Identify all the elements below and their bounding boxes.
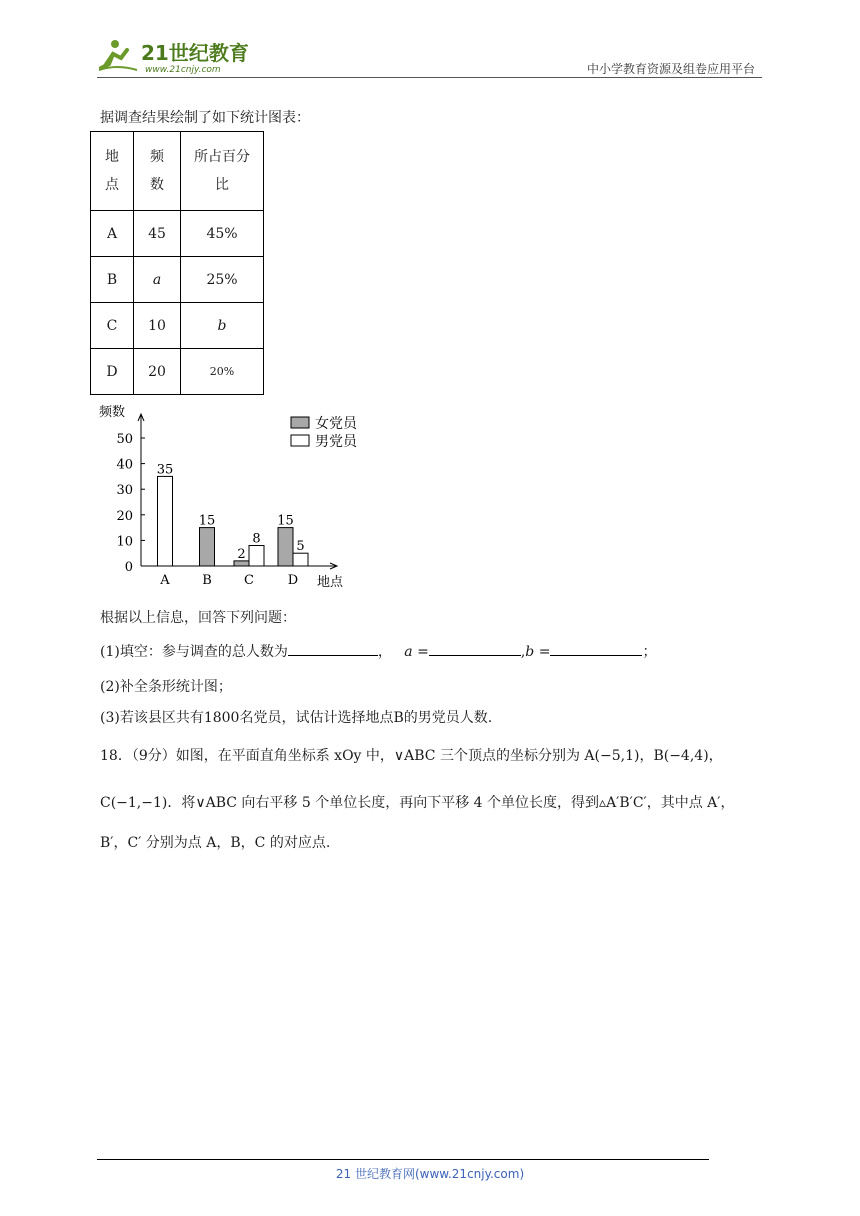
legend-swatch	[291, 417, 309, 428]
y-axis-title: 频数	[99, 405, 126, 420]
runner-icon	[99, 40, 137, 70]
x-tick-label: D	[287, 573, 299, 588]
table-header-row	[91, 132, 264, 211]
bar	[293, 553, 308, 566]
footer-text: 21 世纪教育网(www.21cnjy.com)	[335, 1167, 525, 1181]
frequency-table	[90, 131, 264, 395]
table-cell: 25%	[181, 257, 264, 303]
table-cell: B	[91, 257, 134, 303]
legend-label: 男党员	[315, 434, 357, 450]
bar	[278, 528, 293, 566]
table-row	[91, 303, 264, 349]
question-3: (3)若该县区共有1800名党员，试估计选择地点B的男党员人数.	[100, 710, 493, 726]
table-cell: 20	[134, 349, 181, 395]
x-tick-label: B	[202, 573, 212, 588]
intro-text: 据调查结果绘制了如下统计图表：	[100, 110, 310, 126]
legend-label: 女党员	[315, 416, 357, 432]
table-header-cell: 地 点	[91, 132, 134, 211]
x-tick-label: C	[244, 573, 254, 588]
table-row	[91, 349, 264, 395]
problem-18-line-3: B′，C′ 分别为点 A，B，C 的对应点.	[100, 835, 331, 851]
site-logo	[97, 36, 257, 76]
y-tick-label: 30	[116, 483, 133, 499]
table-cell: 20%	[181, 349, 264, 395]
table-cell: D	[91, 349, 134, 395]
bar-data-label: 8	[252, 531, 261, 547]
table-header-cell: 所占百分 比	[181, 132, 264, 211]
bar-data-label: 15	[277, 513, 294, 529]
footer-divider	[97, 1159, 709, 1160]
table-row	[91, 257, 264, 303]
table-cell: C	[91, 303, 134, 349]
table-cell: b	[181, 303, 264, 349]
answer-blank-total[interactable]	[288, 655, 378, 656]
svg-text:www.21cnjy.com: www.21cnjy.com	[145, 65, 221, 75]
y-tick-label: 10	[116, 534, 133, 550]
bar-data-label: 5	[296, 539, 305, 555]
legend-swatch	[291, 435, 309, 446]
bar-chart	[95, 400, 375, 595]
y-tick-label: 20	[116, 508, 133, 524]
question-1: (1)填空：参与调查的总人数为 ， a = ,b = ；	[100, 644, 657, 660]
problem-18-line-2: C(−1,−1)．将∨ABC 向右平移 5 个单位长度，再向下平移 4 个单位长度，得到▵A′B′C′，其中点 A′，	[100, 795, 735, 811]
table-cell: A	[91, 211, 134, 257]
y-tick-label: 0	[124, 560, 133, 575]
bar	[249, 546, 264, 566]
table-cell: 10	[134, 303, 181, 349]
x-tick-label: A	[160, 573, 170, 588]
table-row	[91, 211, 264, 257]
svg-text:21世纪教育: 21世纪教育	[141, 41, 249, 65]
y-tick-label: 40	[116, 457, 133, 473]
table-cell: a	[134, 257, 181, 303]
y-tick-label: 50	[116, 432, 133, 447]
problem-18-line-1: 18．（9分）如图，在平面直角坐标系 xOy 中，∨ABC 三个顶点的坐标分别为 A(−5,1)，B(−4,4)，	[100, 748, 723, 764]
answer-blank-b[interactable]	[550, 655, 642, 656]
table-cell: 45	[134, 211, 181, 257]
x-axis-title: 地点	[317, 575, 344, 590]
bar-data-label: 35	[156, 462, 174, 478]
bar	[200, 528, 215, 566]
bar-data-label: 2	[237, 546, 246, 562]
table-cell: 45%	[181, 211, 264, 257]
questions-lead: 根据以上信息，回答下列问题：	[100, 610, 296, 626]
bar-data-label: 15	[198, 513, 216, 529]
question-2: (2)补全条形统计图；	[100, 679, 232, 695]
header-platform-text: 中小学教育资源及组卷应用平台	[586, 62, 755, 76]
table-header-cell: 频 数	[134, 132, 181, 211]
header-divider	[97, 77, 762, 78]
bar	[158, 476, 173, 566]
answer-blank-a[interactable]	[429, 655, 521, 656]
